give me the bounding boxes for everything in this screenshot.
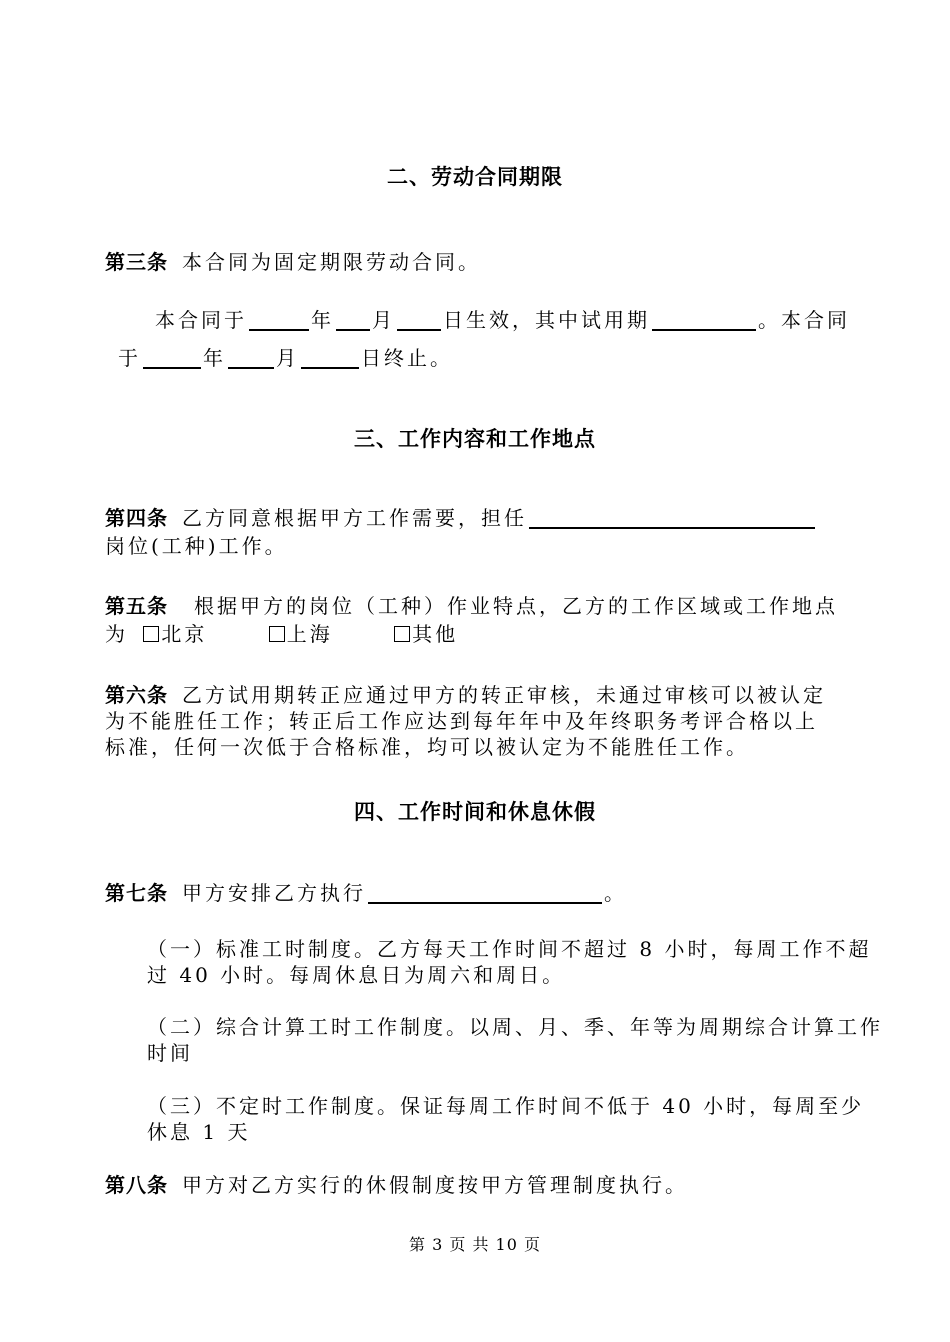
article-4-line-1 bbox=[105, 504, 817, 532]
article-8-label: 第八条 bbox=[105, 1173, 168, 1197]
article-4-label: 第四条 bbox=[105, 506, 168, 530]
hours-option-2-line-1: （二）综合计算工时工作制度。以周、月、季、年等为周期综合计算工作 bbox=[147, 1015, 883, 1039]
article-3-date-line-1 bbox=[155, 306, 850, 334]
start-year-blank[interactable] bbox=[249, 309, 309, 331]
option-beijing[interactable]: 北京 bbox=[143, 622, 207, 646]
article-6-line-1 bbox=[105, 681, 826, 709]
article-4-text: 乙方同意根据甲方工作需要，担任 bbox=[182, 506, 527, 530]
checkbox-other[interactable] bbox=[394, 626, 410, 642]
article-7-text: 甲方安排乙方执行 bbox=[182, 881, 366, 905]
position-blank[interactable] bbox=[529, 507, 815, 529]
end-year-label: 年 bbox=[203, 346, 226, 370]
article-8-text: 甲方对乙方实行的休假制度按甲方管理制度执行。 bbox=[182, 1173, 688, 1197]
probation-blank[interactable] bbox=[652, 309, 756, 331]
page-number-footer: 第 3 页 共 10 页 bbox=[409, 1235, 541, 1254]
start-month-label: 月 bbox=[372, 308, 395, 332]
article-7-line bbox=[105, 879, 627, 907]
article-3-line bbox=[105, 248, 481, 276]
start-month-blank[interactable] bbox=[336, 309, 370, 331]
article-3-text: 本合同为固定期限劳动合同。 bbox=[182, 250, 481, 274]
section-heading-work: 三、工作内容和工作地点 bbox=[354, 427, 596, 451]
section-heading-hours: 四、工作时间和休息休假 bbox=[354, 800, 596, 824]
article-5-line-1 bbox=[105, 592, 838, 620]
hours-option-3-line-2: 休息 1 天 bbox=[147, 1120, 251, 1144]
checkbox-beijing[interactable] bbox=[143, 626, 159, 642]
end-month-blank[interactable] bbox=[228, 347, 274, 369]
start-day-blank[interactable] bbox=[397, 309, 441, 331]
end-date-prefix: 。本合同 bbox=[758, 308, 850, 332]
start-year-label: 年 bbox=[311, 308, 334, 332]
article-6-text-1: 乙方试用期转正应通过甲方的转正审核，未通过审核可以被认定 bbox=[182, 683, 826, 707]
start-day-text: 日生效，其中试用期 bbox=[443, 308, 650, 332]
article-3-date-line-2 bbox=[118, 344, 453, 372]
article-4-line-2: 岗位(工种)工作。 bbox=[105, 534, 288, 558]
hours-option-3-line-1: （三）不定时工作制度。保证每周工作时间不低于 40 小时，每周至少 bbox=[147, 1094, 865, 1118]
option-other[interactable]: 其他 bbox=[394, 622, 458, 646]
option-shanghai[interactable]: 上海 bbox=[269, 622, 333, 646]
article-7-label: 第七条 bbox=[105, 881, 168, 905]
hours-option-1-line-1: （一）标准工时制度。乙方每天工作时间不超过 8 小时，每周工作不超 bbox=[147, 937, 872, 961]
work-hours-blank[interactable] bbox=[368, 882, 602, 904]
end-day-blank[interactable] bbox=[301, 347, 359, 369]
section-heading-term: 二、劳动合同期限 bbox=[387, 165, 563, 189]
start-date-prefix: 本合同于 bbox=[155, 308, 247, 332]
checkbox-shanghai[interactable] bbox=[269, 626, 285, 642]
end-year-blank[interactable] bbox=[143, 347, 201, 369]
article-5-text: 根据甲方的岗位（工种）作业特点，乙方的工作区域或工作地点 bbox=[194, 594, 838, 618]
article-8-line bbox=[105, 1171, 688, 1199]
article-6-line-3: 标准，任何一次低于合格标准，均可以被认定为不能胜任工作。 bbox=[105, 735, 749, 759]
article-6-label: 第六条 bbox=[105, 683, 168, 707]
article-7-end: 。 bbox=[604, 881, 627, 905]
article-3-label: 第三条 bbox=[105, 250, 168, 274]
article-5-label: 第五条 bbox=[105, 594, 168, 618]
hours-option-2-line-2: 时间 bbox=[147, 1041, 193, 1065]
end-date-yu: 于 bbox=[118, 346, 141, 370]
article-6-line-2: 为不能胜任工作；转正后工作应达到每年年中及年终职务考评合格以上 bbox=[105, 709, 818, 733]
end-day-text: 日终止。 bbox=[361, 346, 453, 370]
hours-option-1-line-2: 过 40 小时。每周休息日为周六和周日。 bbox=[147, 963, 566, 987]
article-5-wei: 为 bbox=[105, 622, 128, 646]
article-5-line-2 bbox=[105, 620, 458, 648]
end-month-label: 月 bbox=[276, 346, 299, 370]
